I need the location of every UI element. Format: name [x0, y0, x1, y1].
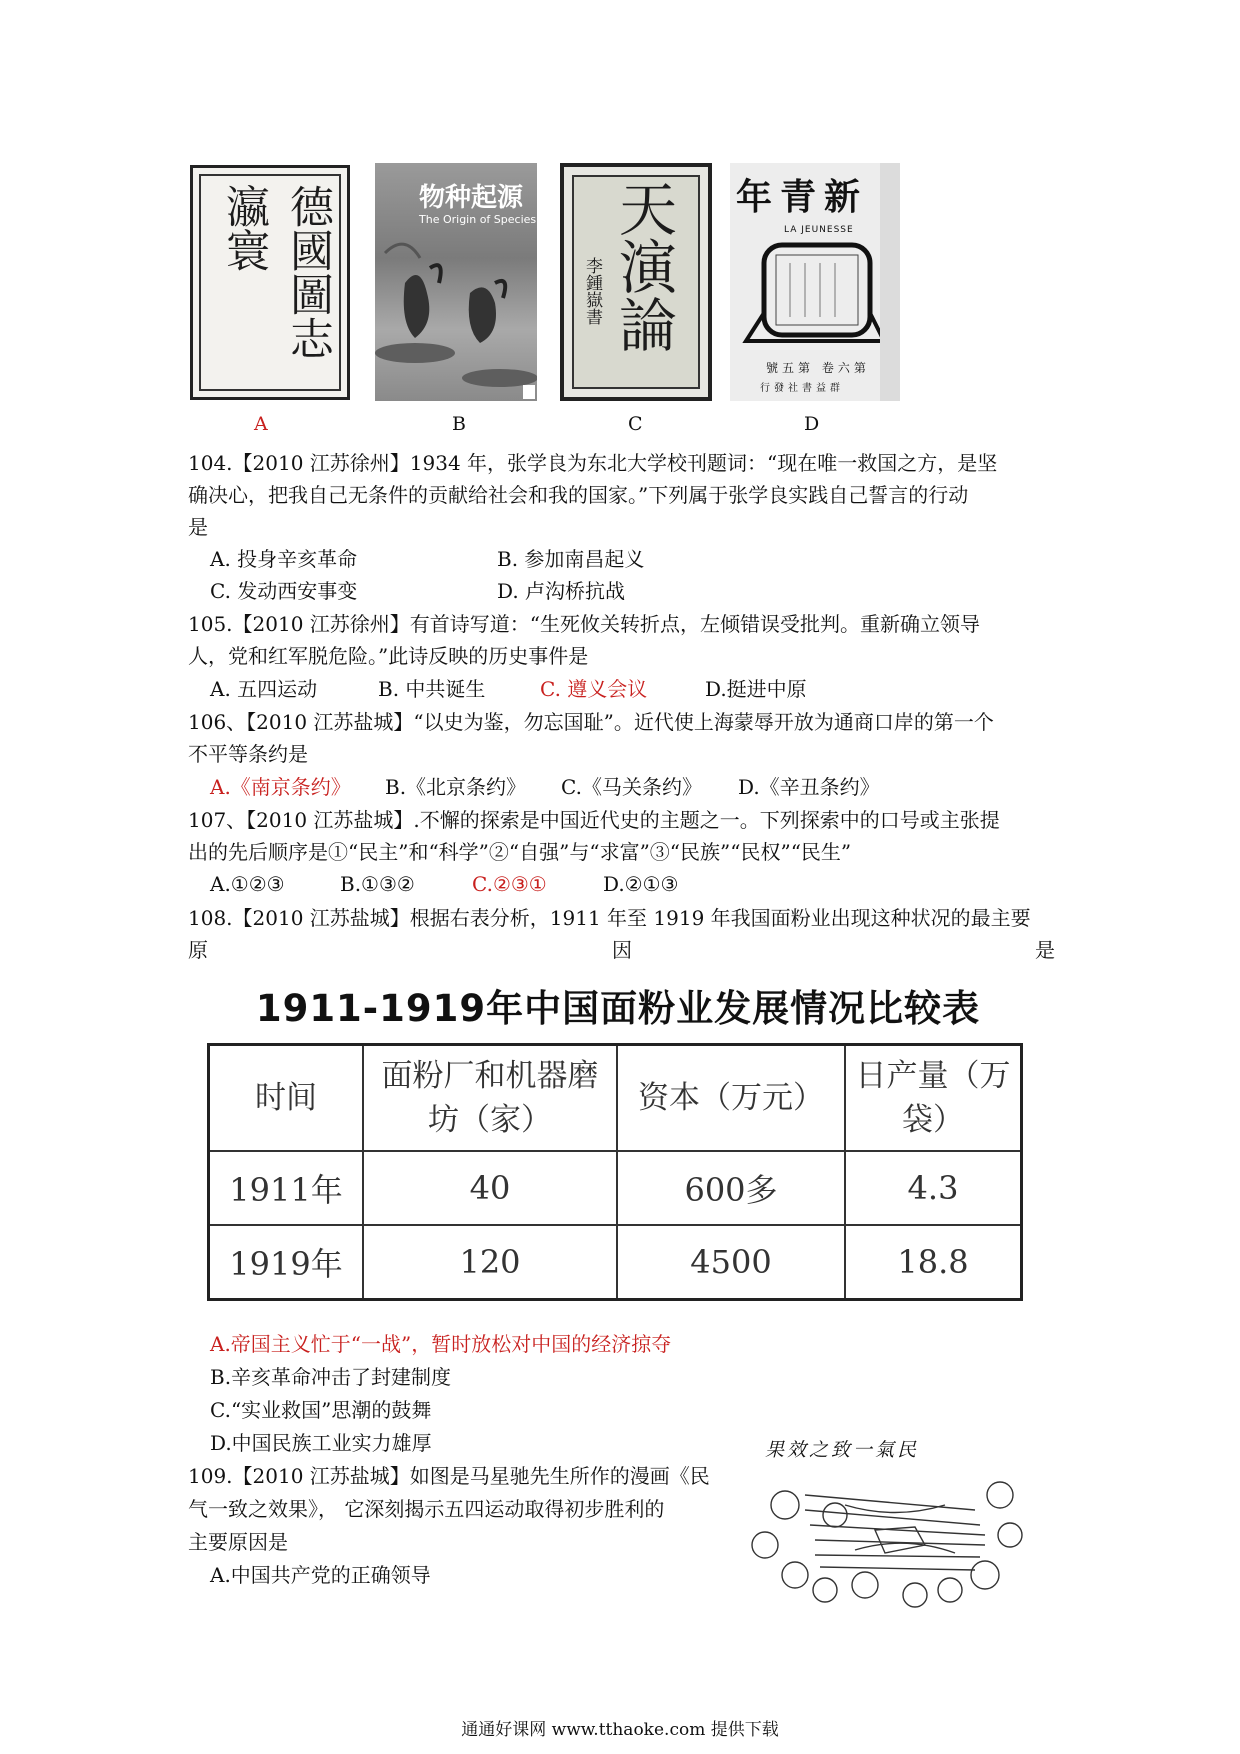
cover-b-title: 物种起源	[419, 183, 524, 213]
cover-d-subtitle: LA JEUNESSE	[784, 225, 854, 235]
cover-d-title: 新青年	[736, 177, 869, 218]
table-cell: 120	[363, 1225, 617, 1300]
q105-option-d: D.挺进中原	[705, 677, 807, 701]
q105-line-1: 105.【2010 江苏徐州】有首诗写道：“生死攸关转折点，左倾错误受批判。重新确立领导	[188, 612, 981, 636]
q106-option-d: D.《辛丑条约》	[738, 775, 880, 799]
table-cell: 40	[363, 1151, 617, 1225]
q104-option-c: C. 发动西安事变	[210, 579, 358, 603]
cover-image-c	[560, 163, 712, 401]
q107-option-b: B.①③②	[340, 872, 415, 896]
cover-a-calligraphy: 德國圖志	[282, 184, 333, 360]
q104-line-3: 是	[188, 515, 208, 539]
q109-option-a: A.中国共产党的正确领导	[210, 1563, 431, 1587]
q106-option-a: A.《南京条约》	[210, 775, 351, 799]
table-cell: 4500	[617, 1225, 845, 1300]
cover-d-publisher: 行發社書益群	[760, 383, 844, 394]
table-header-time: 时间	[209, 1045, 364, 1151]
cover-b-subtitle: The Origin of Species	[419, 213, 537, 226]
table-cell: 1911年	[209, 1151, 364, 1225]
page-footer: 通通好课网 www.tthaoke.com 提供下载	[461, 1720, 779, 1740]
q104-line-2: 确决心，把我自己无条件的贡献给社会和我的国家。”下列属于张学良实践自己誓言的行动	[188, 483, 969, 507]
cartoon-caption: 果效之致一氣民	[765, 1439, 920, 1461]
image-label-a: A	[254, 413, 268, 435]
cover-c-title: 天演論	[609, 179, 677, 353]
q108-option-b: B.辛亥革命冲击了封建制度	[210, 1365, 452, 1389]
birds-illustration	[375, 163, 537, 401]
q105-option-a: A. 五四运动	[210, 677, 318, 701]
q108-option-c: C.“实业救国”思潮的鼓舞	[210, 1398, 432, 1422]
q109-line-2: 气一致之效果》， 它深刻揭示五四运动取得初步胜利的	[188, 1497, 665, 1521]
q106-line-1: 106、【2010 江苏盐城】“以史为鉴，勿忘国耻”。近代使上海蒙辱开放为通商口岸的第一个	[188, 710, 994, 734]
q105-option-b: B. 中共诞生	[378, 677, 486, 701]
q106-line-2: 不平等条约是	[188, 742, 308, 766]
cover-d-volume: 號五第 卷六第	[766, 361, 870, 375]
q107-option-d: D.②①③	[603, 872, 679, 896]
table-header-capital: 资本（万元）	[617, 1045, 845, 1151]
cartoon-drawing	[745, 1435, 1030, 1610]
q108-line-2-part-3: 是	[1035, 938, 1055, 962]
q108-line-2-part-2: 因	[612, 938, 632, 962]
image-label-c: C	[628, 413, 643, 435]
table-title: 1911-1919年中国面粉业发展情况比较表	[255, 987, 981, 1030]
q104-option-a: A. 投身辛亥革命	[210, 547, 358, 571]
cover-image-a	[190, 165, 350, 400]
table-header-output: 日产量（万袋）	[845, 1045, 1022, 1151]
q108-line-2-part-1: 原	[188, 938, 208, 962]
cover-c-author: 李鍾嶽書	[582, 257, 602, 325]
table-row	[209, 1151, 1022, 1225]
q105-line-2: 人，党和红军脱危险。”此诗反映的历史事件是	[188, 644, 589, 668]
q107-line-2: 出的先后顺序是①“民主”和“科学”②“自强”与“求富”③“民族”“民权”“民生”	[188, 840, 852, 864]
table-cell: 1919年	[209, 1225, 364, 1300]
q108-option-a: A.帝国主义忙于“一战”，暂时放松对中国的经济掠夺	[210, 1332, 672, 1356]
table-row	[209, 1225, 1022, 1300]
table-cell: 4.3	[845, 1151, 1022, 1225]
cover-a-calligraphy-2: 瀛寰	[218, 184, 269, 272]
image-label-d: D	[804, 413, 820, 435]
table-cell: 18.8	[845, 1225, 1022, 1300]
q109-line-3: 主要原因是	[188, 1530, 288, 1554]
q104-line-1: 104.【2010 江苏徐州】1934 年，张学良为东北大学校刊题词：“现在唯一救国之方，是坚	[188, 451, 998, 475]
cartoon-image	[745, 1435, 1030, 1610]
q108-option-d: D.中国民族工业实力雄厚	[210, 1431, 432, 1455]
q109-line-1: 109.【2010 江苏盐城】如图是马星驰先生所作的漫画《民	[188, 1464, 710, 1488]
q108-line-1: 108.【2010 江苏盐城】根据右表分析，1911 年至 1919 年我国面粉业出现这种状况的最主要	[188, 906, 1031, 930]
q107-option-c: C.②③①	[472, 872, 547, 896]
q106-option-c: C.《马关条约》	[561, 775, 702, 799]
q106-option-b: B.《北京条约》	[385, 775, 527, 799]
flour-industry-table	[207, 1043, 1023, 1301]
table-header-factories: 面粉厂和机器磨坊（家）	[363, 1045, 617, 1151]
image-label-b: B	[452, 413, 466, 435]
q107-line-1: 107、【2010 江苏盐城】.不懈的探索是中国近代史的主题之一。下列探索中的口号或主张提	[188, 808, 1000, 832]
q105-option-c: C. 遵义会议	[540, 677, 648, 701]
cover-image-b	[375, 163, 537, 401]
table-cell: 600多	[617, 1151, 845, 1225]
q107-option-a: A.①②③	[210, 872, 285, 896]
q104-option-b: B. 参加南昌起义	[497, 547, 645, 571]
cover-image-d	[730, 163, 900, 401]
q104-option-d: D. 卢沟桥抗战	[497, 579, 626, 603]
